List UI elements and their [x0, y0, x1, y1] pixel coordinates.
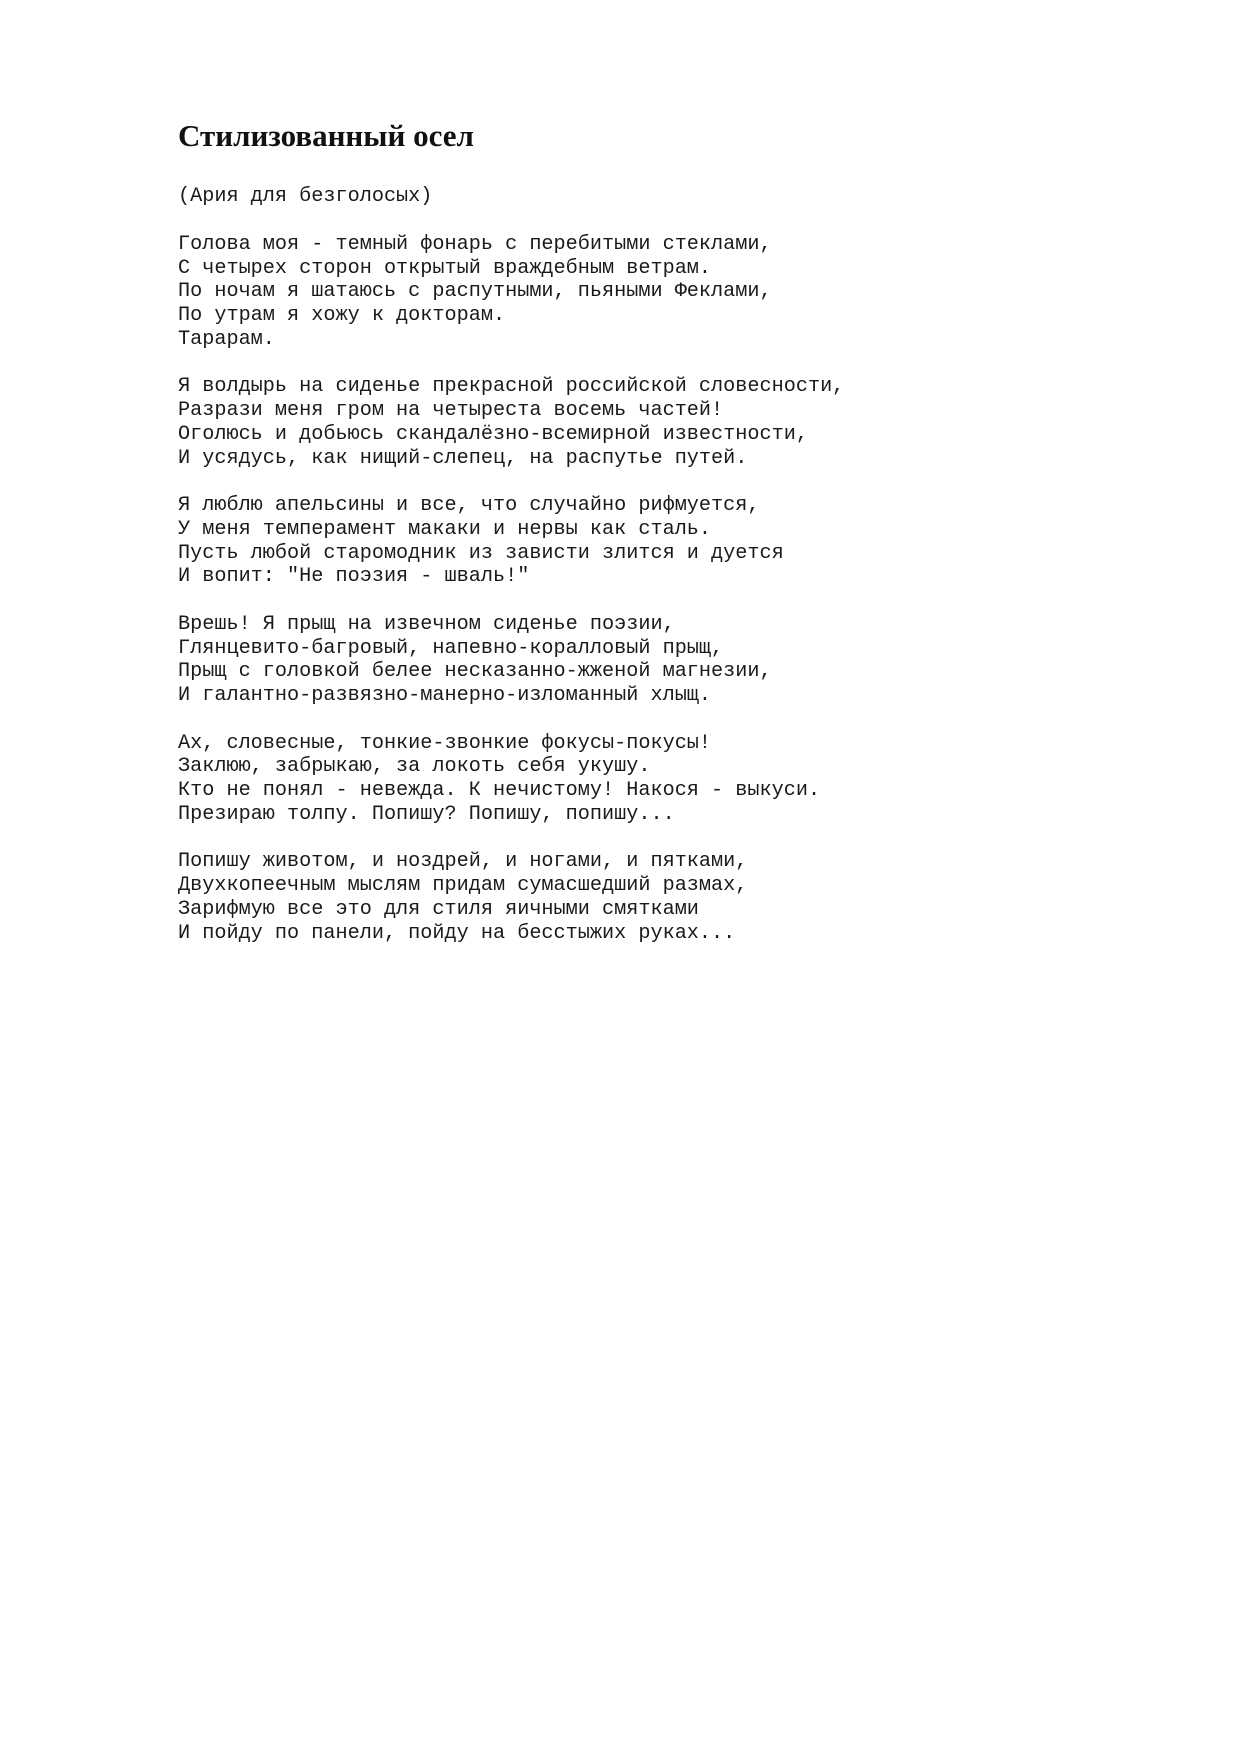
- poem-line: Врешь! Я прыщ на извечном сиденье поэзии,: [178, 612, 675, 636]
- poem-line: И усядусь, как нищий-слепец, на распутье путей.: [178, 446, 748, 470]
- poem-line: Разрази меня гром на четыреста восемь частей!: [178, 399, 724, 423]
- poem-line: И вопит: "Не поэзия - шваль!": [178, 565, 530, 589]
- stanza-6: [178, 850, 844, 945]
- poem-line: Прыщ с головкой белее несказанно-жженой магнезии,: [178, 660, 772, 684]
- poem-line: Оголюсь и добьюсь скандалёзно-всемирной известности,: [178, 422, 808, 446]
- poem-line: С четырех сторон открытый враждебным ветрам.: [178, 256, 712, 280]
- poem-title: Стилизованный осел: [178, 118, 474, 153]
- poem-line: По ночам я шатаюсь с распутными, пьяными Феклами,: [178, 280, 772, 304]
- poem-line: Пусть любой старомодник из зависти злится и дуется: [178, 541, 784, 565]
- poem-line: Я волдырь на сиденье прекрасной российской словесности,: [178, 375, 845, 399]
- poem-line: Двухкопеечным мыслям придам сумасшедший размах,: [178, 874, 748, 898]
- poem-line: Ах, словесные, тонкие-звонкие фокусы-покусы!: [178, 731, 712, 755]
- poem-line: Я люблю апельсины и все, что случайно рифмуется,: [178, 494, 760, 518]
- stanza-2: [178, 375, 844, 470]
- poem-line: Зарифмую все это для стиля яичными смятками: [178, 897, 699, 921]
- stanza-3: [178, 494, 844, 589]
- poem-line: Заклюю, забрыкаю, за локоть себя укушу.: [178, 755, 651, 779]
- stanza-4: [178, 613, 844, 708]
- stanza-1: [178, 233, 844, 351]
- poem-line: Глянцевито-багровый, напевно-коралловый прыщ,: [178, 636, 724, 660]
- poem-line: Тарарам.: [178, 327, 275, 351]
- poem-line: Попишу животом, и ноздрей, и ногами, и пятками,: [178, 850, 748, 874]
- poem-line: У меня темперамент макаки и нервы как сталь.: [178, 517, 712, 541]
- poem-subtitle: (Ария для безголосых): [178, 185, 433, 208]
- poem-line: И галантно-развязно-манерно-изломанный хлыщ.: [178, 684, 712, 707]
- poem-body: [178, 233, 844, 969]
- poem-line: По утрам я хожу к докторам.: [178, 304, 506, 328]
- poem-line: Презираю толпу. Попишу? Попишу, попишу...: [178, 802, 675, 826]
- stanza-5: [178, 732, 844, 827]
- poem-line: И пойду по панели, пойду на бесстыжих руках...: [178, 921, 736, 945]
- poem-line: Голова моя - темный фонарь с перебитыми стеклами,: [178, 233, 772, 256]
- poem-line: Кто не понял - невежда. К нечистому! Накося - выкуси.: [178, 779, 821, 803]
